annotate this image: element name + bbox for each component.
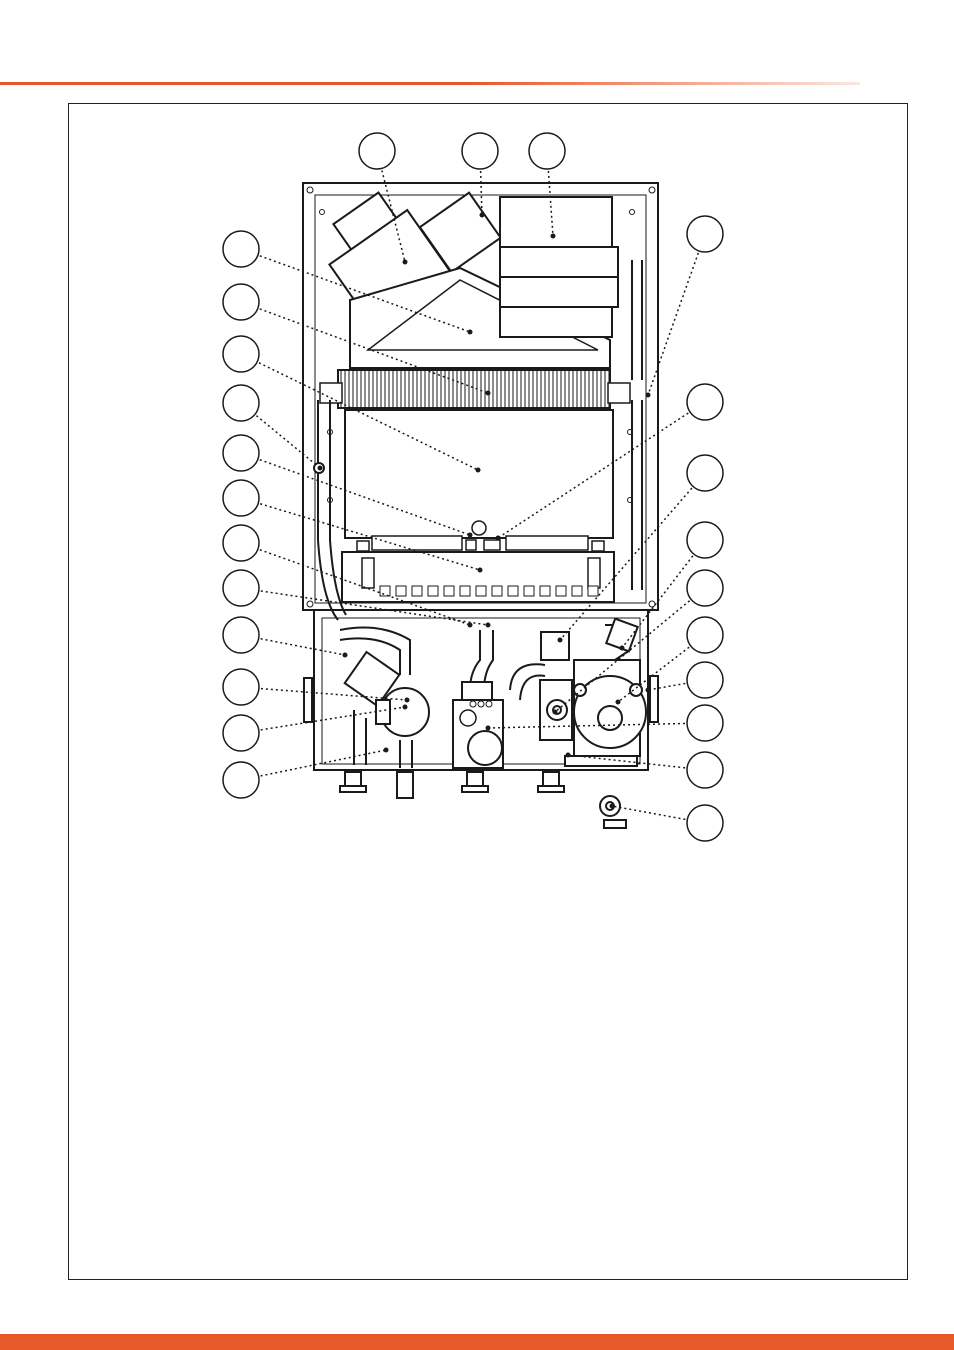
- burner-jet: [444, 586, 454, 596]
- burner-jet: [572, 586, 582, 596]
- callout-target-dot: [318, 466, 323, 471]
- callout-circle: [223, 284, 259, 320]
- callout-circle: [462, 133, 498, 169]
- callout-circle: [223, 336, 259, 372]
- flue-duct: [500, 197, 618, 337]
- bottom-connections: [340, 772, 626, 828]
- diverter-valve: [453, 682, 503, 768]
- burner-jet: [508, 586, 518, 596]
- callout-circle: [529, 133, 565, 169]
- callout-circle: [223, 570, 259, 606]
- burner-jet: [540, 586, 550, 596]
- burner-jet: [492, 586, 502, 596]
- burner-jet: [428, 586, 438, 596]
- callout-circle: [223, 525, 259, 561]
- burner-jet: [380, 586, 390, 596]
- callout-target-dot: [646, 688, 651, 693]
- callout-target-dot: [468, 533, 473, 538]
- callout-circle: [687, 805, 723, 841]
- callout-circle: [223, 715, 259, 751]
- callout-target-dot: [384, 748, 389, 753]
- callout-circle: [687, 662, 723, 698]
- air-vent-valve: [345, 652, 429, 736]
- callout-target-dot: [343, 653, 348, 658]
- callout-circle: [223, 669, 259, 705]
- callout-target-dot: [478, 568, 483, 573]
- callout-target-dot: [405, 698, 410, 703]
- callout-target-dot: [558, 638, 563, 643]
- combustion-chamber: [345, 410, 613, 551]
- callout-target-dot: [553, 710, 558, 715]
- callout-target-dot: [486, 726, 491, 731]
- callout-target-dot: [403, 705, 408, 710]
- burner-jet: [476, 586, 486, 596]
- callout-circle: [687, 570, 723, 606]
- callout-target-dot: [486, 623, 491, 628]
- callout-target-dot: [496, 536, 501, 541]
- callout-circle: [223, 762, 259, 798]
- callout-target-dot: [610, 804, 615, 809]
- callout-circle: [223, 385, 259, 421]
- callout-circle: [359, 133, 395, 169]
- burner-jet: [396, 586, 406, 596]
- callout-circle: [687, 384, 723, 420]
- callout-circle: [687, 522, 723, 558]
- callout-target-dot: [468, 623, 473, 628]
- callout-circle: [687, 752, 723, 788]
- callout-circle: [223, 480, 259, 516]
- callout-circle: [223, 435, 259, 471]
- callout-target-dot: [620, 646, 625, 651]
- burner-jet: [460, 586, 470, 596]
- callout-circle: [223, 617, 259, 653]
- circulation-pump: [565, 619, 646, 766]
- callout-target-dot: [468, 330, 473, 335]
- callout-target-dot: [486, 391, 491, 396]
- callout-circle: [687, 455, 723, 491]
- callout-circle: [687, 617, 723, 653]
- burner-jet: [412, 586, 422, 596]
- callout-leader: [648, 234, 705, 395]
- callout-target-dot: [616, 700, 621, 705]
- callout-target-dot: [566, 753, 571, 758]
- callout-target-dot: [476, 468, 481, 473]
- callout-circle: [223, 231, 259, 267]
- callout-target-dot: [646, 393, 651, 398]
- callout-target-dot: [480, 213, 485, 218]
- gas-valve: [540, 632, 572, 740]
- burner-jet: [556, 586, 566, 596]
- callout-circle: [687, 216, 723, 252]
- burner-jet: [524, 586, 534, 596]
- callout-target-dot: [551, 234, 556, 239]
- callout-target-dot: [403, 260, 408, 265]
- callout-circle: [687, 705, 723, 741]
- burner-jet: [588, 586, 598, 596]
- heat-exchanger: [320, 370, 630, 408]
